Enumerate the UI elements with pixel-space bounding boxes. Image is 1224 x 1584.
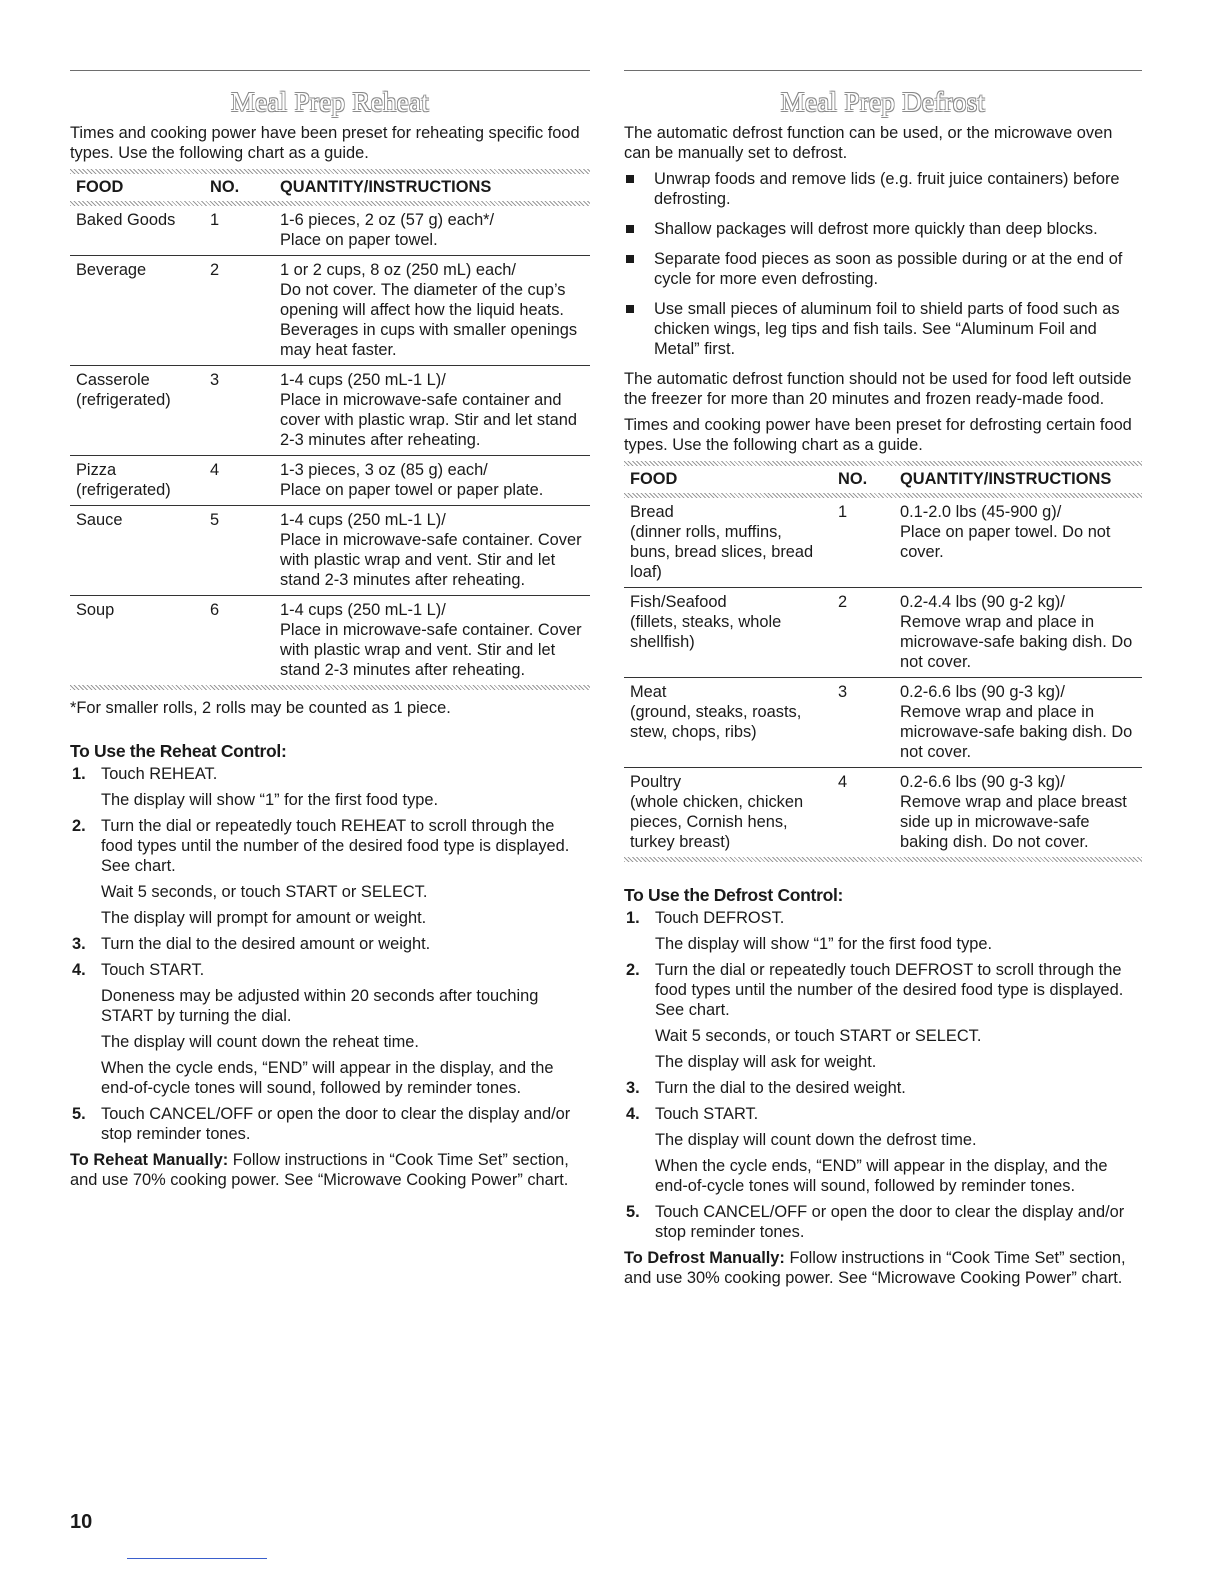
food-cell: Sauce [70,506,204,596]
defrost-bullets [624,169,1142,359]
step-item [624,908,1142,954]
step-detail: The display will show “1” for the first food type. [655,935,993,953]
step-detail: Wait 5 seconds, or touch START or SELECT. [655,1027,982,1045]
reheat-steps [70,764,590,1144]
step-item [70,764,590,810]
quantity-cell: 1-4 cups (250 mL-1 L)/ Place in microwave-safe container. Cover with plastic wrap and vent. Stir and let stand 2-3 minutes after reheating. [274,596,590,686]
step-text: Turn the dial to the desired weight. [655,1079,906,1097]
table-row [624,498,1142,588]
step-number: 4. [626,1105,640,1123]
header-food: FOOD [630,470,678,488]
bullet-item [624,169,1142,209]
quantity-cell: 1-3 pieces, 3 oz (85 g) each/ Place on paper towel or paper plate. [274,456,590,506]
food-cell: Meat (ground, steaks, roasts, stew, chops, ribs) [624,678,832,768]
defrost-section [624,70,1142,1294]
food-cell: Baked Goods [76,211,176,229]
table-bottom-hatch [70,685,590,690]
food-cell: Bread (dinner rolls, muffins, buns, bread slices, bread loaf) [630,503,814,581]
step-text: Touch CANCEL/OFF or open the door to clear the display and/or stop reminder tones. [101,1105,571,1143]
bullet-text: Shallow packages will defrost more quickly than deep blocks. [654,220,1098,238]
food-cell: Pizza (refrigerated) [70,456,204,506]
step-item [70,1104,590,1144]
step-detail: The display will count down the reheat time. [101,1033,419,1051]
food-cell: Casserole (refrigerated) [70,366,204,456]
step-text: Turn the dial or repeatedly touch REHEAT to scroll through the food types until the number of the desired food type is displayed. See chart. [101,817,570,875]
defrost-note-1: The automatic defrost function should not be used for food left outside the freezer for more than 20 minutes and frozen ready-made food. [624,370,1132,408]
page-number: 10 [70,1511,93,1533]
step-text: Touch DEFROST. [655,909,785,927]
step-detail: When the cycle ends, “END” will appear in the display, and the end-of-cycle tones will sound, followed by reminder tones. [655,1157,1108,1195]
quantity-cell: 1-4 cups (250 mL-1 L)/ Place in microwave-safe container and cover with plastic wrap. Stir and let stand 2-3 minutes after reheating. [274,366,590,456]
number-cell: 4 [832,768,894,858]
header-no: NO. [838,470,868,488]
step-text: Turn the dial or repeatedly touch DEFROST to scroll through the food types until the number of the desired food type is displayed. See chart. [655,961,1124,1019]
table-row [624,588,1142,678]
table-header-row [70,174,590,201]
step-number: 3. [72,935,86,953]
table-row [70,256,590,366]
quantity-cell: 1 or 2 cups, 8 oz (250 mL) each/ Do not cover. The diameter of the cup’s opening will affect how the liquid heats. Beverages in cups with smaller openings may heat faster. [274,256,590,366]
step-number: 1. [72,765,86,783]
table-row [70,596,590,686]
quantity-cell: 1-6 pieces, 2 oz (57 g) each*/ Place on paper towel. [280,211,495,249]
step-text: Turn the dial to the desired amount or weight. [101,935,431,953]
bullet-text: Use small pieces of aluminum foil to shield parts of food such as chicken wings, leg tips and fish tails. See “Aluminum Foil and Metal” first. [654,300,1120,358]
header-quantity: QUANTITY/INSTRUCTIONS [900,470,1112,488]
number-cell: 5 [204,506,274,596]
number-cell: 2 [204,256,274,366]
step-number: 3. [626,1079,640,1097]
defrost-steps [624,908,1142,1242]
quantity-cell: 0.2-6.6 lbs (90 g-3 kg)/ Remove wrap and place in microwave-safe baking dish. Do not cover. [894,678,1142,768]
table-row [624,678,1142,768]
defrost-control-heading: To Use the Defrost Control: [624,885,844,905]
top-rule [70,70,590,71]
square-bullet-icon [626,225,634,233]
step-item [70,816,590,928]
square-bullet-icon [626,305,634,313]
bottom-link-rule [127,1558,267,1559]
bullet-item [624,299,1142,359]
defrost-manual-text: Follow instructions in “Cook Time Set” section, and use 30% cooking power. See “Microwave Cooking Power” chart. [624,1249,1126,1287]
bullet-text: Separate food pieces as soon as possible during or at the end of cycle for more even defrosting. [654,250,1123,288]
number-cell: 3 [204,366,274,456]
number-cell: 4 [204,456,274,506]
table-row [70,506,590,596]
step-detail: The display will prompt for amount or weight. [101,909,427,927]
food-cell: Beverage [70,256,204,366]
bullet-item [624,249,1142,289]
step-number: 2. [626,961,640,979]
quantity-cell: 0.2-4.4 lbs (90 g-2 kg)/ Remove wrap and place in microwave-safe baking dish. Do not cover. [894,588,1142,678]
defrost-note-2: Times and cooking power have been preset for defrosting certain food types. Use the following chart as a guide. [624,416,1132,454]
header-quantity: QUANTITY/INSTRUCTIONS [280,178,492,196]
table-bottom-hatch [624,857,1142,862]
defrost-manual [624,1248,1142,1288]
step-text: Touch START. [655,1105,759,1123]
food-cell: Soup [70,596,204,686]
number-cell: 3 [832,678,894,768]
food-cell: Poultry (whole chicken, chicken pieces, Cornish hens, turkey breast) [624,768,832,858]
number-cell: 2 [832,588,894,678]
bullet-item [624,219,1142,239]
step-number: 1. [626,909,640,927]
square-bullet-icon [626,175,634,183]
step-item [624,960,1142,1072]
step-number: 4. [72,961,86,979]
table-row [70,456,590,506]
step-number: 5. [626,1203,640,1221]
step-detail: When the cycle ends, “END” will appear in the display, and the end-of-cycle tones will sound, followed by reminder tones. [101,1059,554,1097]
step-item [70,960,590,1098]
reheat-manual-text: Follow instructions in “Cook Time Set” section, and use 70% cooking power. See “Microwave Cooking Power” chart. [70,1151,569,1189]
step-detail: Doneness may be adjusted within 20 seconds after touching START by turning the dial. [101,987,539,1025]
defrost-table [624,466,1142,857]
reheat-title: Meal Prep Reheat [230,87,430,117]
table-row [70,366,590,456]
table-row [70,206,590,256]
step-item [70,934,590,954]
number-cell: 1 [838,503,848,521]
reheat-footnote: *For smaller rolls, 2 rolls may be counted as 1 piece. [70,699,451,717]
reheat-section [70,70,590,1196]
step-text: Touch REHEAT. [101,765,218,783]
reheat-table [70,174,590,685]
step-item [624,1078,1142,1098]
step-item [624,1202,1142,1242]
quantity-cell: 1-4 cups (250 mL-1 L)/ Place in microwave-safe container. Cover with plastic wrap and vent. Stir and let stand 2-3 minutes after reheating. [274,506,590,596]
header-no: NO. [210,178,240,196]
header-food: FOOD [76,178,124,196]
bullet-text: Unwrap foods and remove lids (e.g. fruit juice containers) before defrosting. [654,170,1120,208]
step-number: 2. [72,817,86,835]
defrost-title: Meal Prep Defrost [780,87,986,117]
step-text: Touch CANCEL/OFF or open the door to clear the display and/or stop reminder tones. [655,1203,1125,1241]
step-number: 5. [72,1105,86,1123]
number-cell: 1 [210,211,220,229]
step-detail: The display will count down the defrost time. [655,1131,977,1149]
step-detail: The display will show “1” for the first food type. [101,791,439,809]
square-bullet-icon [626,255,634,263]
food-cell: Fish/Seafood (fillets, steaks, whole shellfish) [624,588,832,678]
reheat-manual [70,1150,590,1190]
step-detail: Wait 5 seconds, or touch START or SELECT. [101,883,428,901]
defrost-intro: The automatic defrost function can be used, or the microwave oven can be manually set to defrost. [624,124,1113,162]
number-cell: 6 [204,596,274,686]
quantity-cell: 0.2-6.6 lbs (90 g-3 kg)/ Remove wrap and place breast side up in microwave-safe baking dish. Do not cover. [894,768,1142,858]
reheat-manual-label: To Reheat Manually: [70,1151,229,1169]
step-text: Touch START. [101,961,205,979]
top-rule [624,70,1142,71]
quantity-cell: 0.1-2.0 lbs (45-900 g)/ Place on paper towel. Do not cover. [900,503,1111,561]
table-header-row [624,466,1142,493]
table-row [624,768,1142,858]
step-item [624,1104,1142,1196]
step-detail: The display will ask for weight. [655,1053,877,1071]
defrost-manual-label: To Defrost Manually: [624,1249,785,1267]
reheat-control-heading: To Use the Reheat Control: [70,741,287,761]
reheat-intro: Times and cooking power have been preset for reheating specific food types. Use the following chart as a guide. [70,124,580,162]
